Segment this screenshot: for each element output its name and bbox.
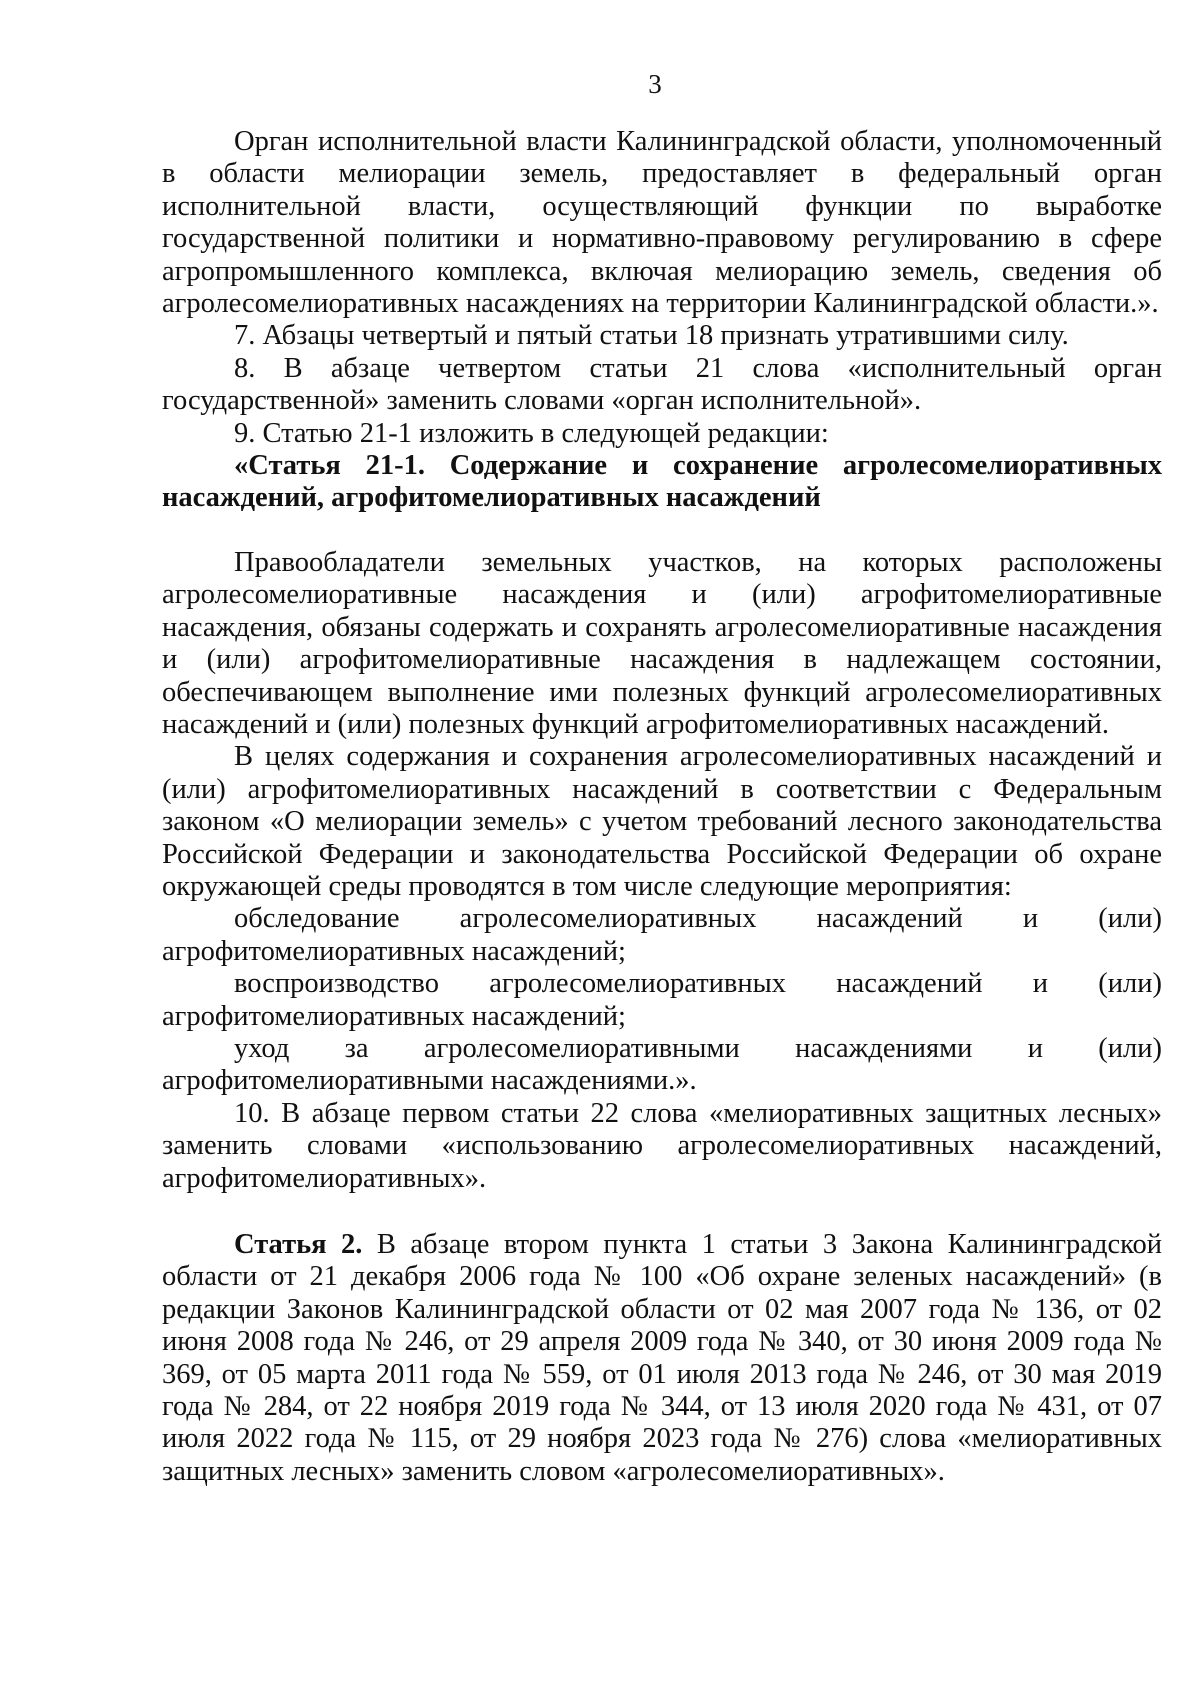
spacer	[162, 1195, 1162, 1229]
paragraph-item-7: 7. Абзацы четвертый и пятый статьи 18 признать утратившими силу.	[234, 320, 1069, 352]
spacer	[162, 515, 1162, 547]
page-number: 3	[648, 69, 662, 99]
paragraph-rightholders-obligation: Правообладатели земельных участков, на которых расположены агролесомелиоративные насаждения и (или) агрофитомелиоративные насаждения, обязаны содержать и сохранять агролесомелиоративные насаждения и (или) агрофитомелиоративные насаждения в надлежащем состоянии, обеспечивающем выполнение ими полезных функций агролесомелиоративных насаждений и (или) полезных функций агрофитомелиоративных насаждений.	[162, 546, 1162, 740]
document-body	[162, 126, 1162, 1488]
paragraph-organ-provides-info: Орган исполнительной власти Калининградской области, уполномоченный в области мелиорации земель, предоставляет в федеральный орган исполнительной власти, осуществляющий функции по выработке государственной политики и нормативно-правовому регулированию в сфере агропромышленного комплекса, включая мелиорацию земель, сведения об агролесомелиоративных насаждениях на территории Калининградской области.».	[162, 126, 1162, 320]
article-21-1-heading: «Статья 21-1. Содержание и сохранение агролесомелиоративных насаждений, агрофитомелиоративных насаждений	[162, 450, 1162, 514]
paragraph-item-10: 10. В абзаце первом статьи 22 слова «мелиоративных защитных лесных» заменить словами «использованию агролесомелиоративных насаждений, агрофитомелиоративных».	[162, 1097, 1162, 1194]
measure-reproduction: воспроизводство агролесомелиоративных насаждений и (или) агрофитомелиоративных насаждений;	[162, 968, 1162, 1032]
paragraph-measures-intro: В целях содержания и сохранения агролесомелиоративных насаждений и (или) агрофитомелиоративных насаждений в соответствии с Федеральным законом «О мелиорации земель» с учетом требований лесного законодательства Российской Федерации и законодательства Российской Федерации об охране окружающей среды проводятся в том числе следующие мероприятия:	[162, 741, 1162, 902]
paragraph-item-9: 9. Статью 21-1 изложить в следующей редакции:	[234, 417, 829, 449]
article-2-text: В абзаце втором пункта 1 статьи 3 Закона Калининградской области от 21 декабря 2006 года № 100 «Об охране зеленых насаждений» (в редакции Законов Калининградской области от 02 мая 2007 года № 136, от 02 июня 2008 года № 246, от 29 апреля 2009 года № 340, от 30 июня 2009 года № 369, от 05 марта 2011 года № 559, от 01 июля 2013 года № 246, от 30 мая 2019 года № 284, от 22 ноября 2019 года № 344, от 13 июля 2020 года № 431, от 07 июля 2022 года № 115, от 29 ноября 2023 года № 276) слова «мелиоративных защитных лесных» заменить словом «агролесомелиоративных».	[162, 1229, 1162, 1487]
article-2-paragraph	[162, 1229, 1162, 1488]
paragraph-item-8: 8. В абзаце четвертом статьи 21 слова «исполнительный орган государственной» заменить словами «орган исполнительной».	[162, 352, 1162, 417]
measure-survey: обследование агролесомелиоративных насаждений и (или) агрофитомелиоративных насаждений;	[162, 903, 1162, 967]
measure-care: уход за агролесомелиоративными насаждениями и (или) агрофитомелиоративными насаждениями.».	[162, 1032, 1162, 1097]
article-2-label: Статья 2.	[234, 1229, 363, 1260]
